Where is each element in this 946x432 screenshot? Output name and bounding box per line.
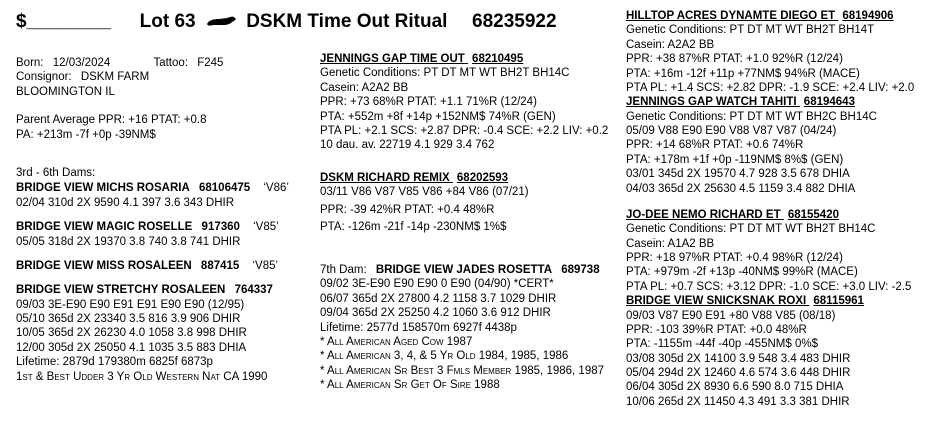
tattoo: F245 (197, 57, 224, 69)
dam-reg: 764337 (234, 284, 273, 297)
seventh-dam-award: * All American Sr Get Of Sire 1988 (320, 379, 500, 391)
right-sire-line: 09/03 V87 E90 E91 +80 V88 V85 (08/18) (626, 309, 836, 322)
dam-award: 1st & Best Udder 3 Yr Old Western Nat CA 1990 (16, 370, 268, 383)
right-sire-line: Genetic Conditions: PT DT MT WT BH2C BH14C (626, 110, 877, 123)
right-sire-line: PPR: -103 39%R PTAT: +0.0 48%R (626, 323, 807, 336)
right-sire-line: 03/08 305d 2X 14100 3.9 548 3.4 483 DHIR (626, 352, 851, 365)
consignor-location: BLOOMINGTON IL (16, 85, 115, 98)
seventh-dam-award: * All American 3, 4, & 5 Yr Old 1984, 1985, 1986 (320, 350, 569, 363)
right-sire-line: PPR: +14 68%R PTAT: +0.6 74%R (626, 139, 804, 152)
right-sire-reg: 68115961 (813, 295, 864, 308)
sire-line: Casein: A2A2 BB (320, 81, 409, 94)
dam-record: 10/05 365d 2X 26230 4.0 1058 3.8 998 DHIR (16, 327, 247, 340)
right-sire-name: JENNINGS GAP WATCH TAHITI (626, 96, 797, 109)
right-sire-line: 05/04 294d 2X 12460 4.6 574 3.6 448 DHIR (626, 367, 851, 379)
parent-average-pta: PA: +213m -7f +0p -39NM$ (16, 128, 156, 141)
right-sire-line: 05/09 V88 E90 E90 V88 V87 V87 (04/24) (626, 125, 837, 137)
sire-reg: 68210495 (472, 53, 524, 65)
right-sire-line: 03/01 345d 2X 19570 4.7 928 3.5 678 DHIA (626, 168, 850, 181)
dam-record: 05/10 365d 2X 23340 3.5 816 3.9 906 DHIR (16, 313, 241, 325)
sire-line: PTA: +552m +8f +14p +152NM$ 74%R (GEN) (320, 110, 556, 123)
right-sire-line: PTA PL: +0.7 SCS: +3.12 DPR: -1.0 SCE: +3.0 LIV: -2.5 (626, 280, 912, 293)
animal-name: DSKM Time Out Ritual (246, 11, 448, 32)
right-sire-line: PTA: -1155m -44f -40p -455NM$ 0%$ (626, 338, 818, 351)
dam-name: BRIDGE VIEW MISS ROSALEEN (16, 259, 192, 272)
right-sire-name: HILLTOP ACRES DYNAMTE DIEGO ET (626, 10, 836, 22)
right-sire-line: PPR: +18 97%R PTAT: +0.4 98%R (12/24) (626, 252, 843, 264)
right-sire-line: 04/03 365d 2X 25630 4.5 1159 3.4 882 DHIA (626, 182, 856, 195)
dam-reg: 917360 (201, 221, 240, 234)
dam-reg: 68106475 (199, 182, 251, 195)
animal-info: Born: 12/03/2024 Tattoo: F245 Consignor: DSKM FARM BLOOMINGTON IL Parent Average PPR: +16 PTAT: +0.8 PA: +213m -7f +0p -39NM$ (16, 56, 306, 142)
sire-name: JENNINGS GAP TIME OUT (320, 53, 465, 65)
dam-record: 09/03 3E-E90 E90 E91 E91 E90 E90 (12/95) (16, 298, 245, 311)
lot-header (16, 10, 557, 34)
seventh-dam-record: 09/02 3E-E90 E90 E90 0 E90 (04/90) *CERT* (320, 278, 554, 291)
dams-section (16, 166, 316, 384)
right-sire-line: Genetic Conditions: PT DT MT WT BH2T BH14C (626, 223, 876, 236)
sire-line: 10 dau. av. 22719 4.1 929 3.4 762 (320, 139, 495, 152)
parent-average: Parent Average PPR: +16 PTAT: +0.8 (16, 114, 207, 127)
seventh-dam-award: * All American Sr Best 3 Fmls Member 1985, 1986, 1987 (320, 364, 605, 377)
seventh-dam-reg: 689738 (561, 264, 600, 276)
consignor: DSKM FARM (80, 71, 150, 84)
right-sire-block (626, 208, 941, 294)
seventh-dam-record: 09/04 365d 2X 25250 4.2 1060 3.6 912 DHIR (320, 307, 551, 320)
right-sire-line: 06/04 305d 2X 8930 6.6 590 8.0 715 DHIA (626, 381, 844, 394)
right-sire-line: Casein: A2A2 BB (626, 38, 715, 51)
seventh-dam-label: 7th Dam: (320, 264, 367, 276)
animal-reg-number: 68235922 (472, 11, 557, 32)
dam-score: ‘V86’ (263, 182, 289, 195)
seventh-dam-name: BRIDGE VIEW JADES ROSETTA (375, 264, 553, 276)
right-sire-block (626, 294, 941, 409)
price-blank: $________ (16, 11, 112, 32)
dam-name: BRIDGE VIEW MAGIC ROSELLE (16, 221, 193, 234)
sire-line: PTA PL: +2.1 SCS: +2.87 DPR: -0.4 SCE: +2.2 LIV: +0.2 (320, 124, 609, 137)
dam-record: 02/04 310d 2X 9590 4.1 397 3.6 343 DHIR (16, 196, 235, 209)
right-sire-line: PTA: +178m +1f +0p -119NM$ 8%$ (GEN) (626, 153, 844, 166)
right-sire-line: PTA PL: +1.4 SCS: +2.82 DPR: -1.9 SCE: +2.4 LIV: +2.0 (626, 81, 915, 94)
lot-number: Lot 63 (139, 11, 196, 32)
seventh-dam-block (320, 263, 620, 392)
right-sire-line: PTA: +979m -2f +13p -40NM$ 99%R (MACE) (626, 266, 858, 279)
mgs-line: PTA: -126m -21f -14p -230NM$ 1%$ (320, 221, 507, 234)
seventh-dam-record: 06/07 365d 2X 27800 4.2 1158 3.7 1029 DHIR (320, 292, 557, 305)
right-sire-name: JO-DEE NEMO RICHARD ET (626, 208, 781, 221)
dam-name: BRIDGE VIEW MICHS ROSARIA (16, 182, 190, 195)
dam-record: 05/05 318d 2X 19370 3.8 740 3.8 741 DHIR (16, 235, 241, 248)
born-date: 12/03/2024 (52, 57, 111, 69)
mgs-line: 03/11 V86 V87 V85 V86 +84 V86 (07/21) (320, 186, 529, 199)
dams-heading: 3rd - 6th Dams: (16, 167, 96, 179)
sire-line: Genetic Conditions: PT DT MT WT BH2T BH14C (320, 67, 570, 80)
right-sire-line: Genetic Conditions: PT DT MT WT BH2T BH14T (626, 24, 875, 37)
right-sire-reg: 68155420 (787, 208, 839, 221)
seventh-dam-award: * All American Aged Cow 1987 (320, 335, 473, 348)
mgs-name: DSKM RICHARD REMIX (320, 172, 450, 184)
dam-record: 12/00 305d 2X 25050 4.1 1035 3.5 883 DHIA (16, 341, 247, 354)
dam-lifetime: Lifetime: 2879d 179380m 6825f 6873p (16, 356, 213, 369)
right-sire-reg: 68194906 (842, 10, 894, 22)
right-sire-line: PPR: +38 87%R PTAT: +1.0 92%R (12/24) (626, 53, 843, 66)
sire-line: PPR: +73 68%R PTAT: +1.1 71%R (12/24) (320, 96, 537, 109)
mgs-block (320, 171, 610, 235)
right-sire-line: 10/06 265d 2X 11450 4.3 491 3.3 381 DHIR (626, 395, 850, 408)
cow-silhouette-icon (205, 15, 237, 29)
seventh-dam-lifetime: Lifetime: 2577d 158570m 6927f 4438p (320, 321, 517, 334)
sire-block (320, 52, 610, 153)
dam-score: ‘V85’ (253, 221, 279, 234)
dam-name: BRIDGE VIEW STRETCHY ROSALEEN (16, 284, 226, 297)
right-sire-block (626, 95, 941, 196)
right-sire-name: BRIDGE VIEW SNICKSNAK ROXI (626, 295, 807, 308)
right-sire-line: Casein: A1A2 BB (626, 237, 715, 250)
right-sire-line: PTA: +16m -12f +11p +77NM$ 94%R (MACE) (626, 67, 860, 80)
right-column (626, 9, 941, 409)
dam-reg: 887415 (200, 259, 240, 272)
dam-score: ‘V85’ (252, 259, 279, 272)
right-sire-block (626, 9, 941, 95)
mgs-line: PPR: -39 42%R PTAT: +0.4 48%R (320, 203, 495, 216)
mgs-reg: 68202593 (456, 172, 509, 184)
right-sire-reg: 68194643 (803, 96, 855, 109)
